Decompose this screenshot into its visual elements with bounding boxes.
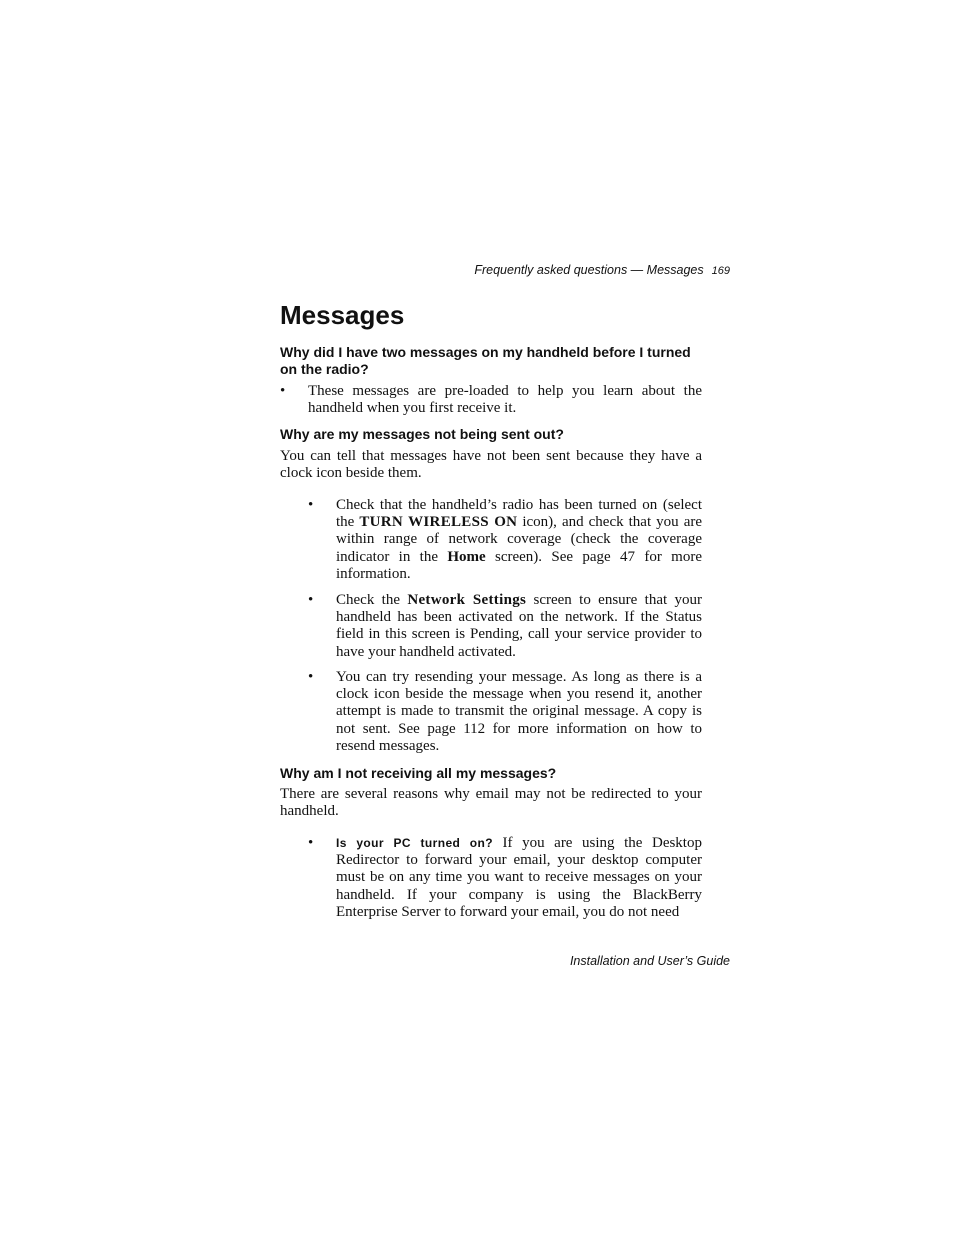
bullet-dot: • (308, 669, 314, 685)
page-title: Messages (280, 300, 405, 330)
bullet-text: These messages are pre-loaded to help you learn about the handheld when you first receive it. (308, 383, 702, 417)
intro-paragraph (280, 448, 702, 482)
bullet-item (280, 383, 702, 417)
paragraph-text: You can tell that messages have not been sent because they have a clock icon beside them. (280, 448, 702, 482)
home-screen-label: Home (447, 548, 486, 565)
bullet-item (308, 592, 702, 661)
question-heading: Why am I not receiving all my messages? (280, 765, 557, 781)
bullet-item (308, 835, 702, 921)
bullet-text: You can try resending your message. As long as there is a clock icon beside the message when you resend it, another attempt is made to transmit the original message. A copy is not sent. See page 112 for more information on how to resend messages. (336, 669, 702, 754)
page-footer: Installation and User’s Guide (569, 954, 730, 968)
network-settings-label: Network Settings (407, 592, 527, 608)
bullet-dot: • (308, 592, 314, 608)
bullet-item (308, 497, 702, 583)
bullet-text: Is your PC turned on? If you are using the Desktop Redirector to forward your email, your desktop computer must be on any time you want to receive messages on your handheld. If your company is using the BlackBerry Enterprise Server to forward your email, you do not need (336, 835, 702, 920)
faq-question-not-receiving (280, 765, 702, 782)
faq-question-not-sent (280, 426, 702, 443)
question-heading: Why are my messages not being sent out? (280, 426, 564, 442)
question-heading: Why did I have two messages on my handheld before I turned on the radio? (280, 344, 691, 377)
turn-wireless-on-label: TURN WIRELESS ON (359, 514, 518, 531)
bullet-text: Check that the handheld’s radio has been turned on (select the TURN WIRELESS ON icon), and check that you are within range of network coverage (check the coverage indicator in the Home screen). See page 47 for more information. (336, 497, 702, 582)
bullet-text: Check the Network Settings screen to ensure that your handheld has been activated on the network. If the Status field in this screen is Pending, call your service provider to have your handheld activated. (336, 592, 702, 660)
page-number: 169 (711, 265, 730, 277)
bullet-lead: Is your PC turned on? (336, 836, 493, 850)
faq-question-two-messages (280, 344, 702, 378)
bullet-dot: • (308, 497, 314, 513)
bullet-dot: • (280, 383, 286, 399)
running-title: Frequently asked questions — Messages (474, 263, 704, 277)
bullet-item (308, 669, 702, 755)
bullet-dot: • (308, 835, 314, 851)
intro-paragraph (280, 786, 702, 820)
running-header (280, 263, 730, 277)
paragraph-text: There are several reasons why email may not be redirected to your handheld. (280, 786, 702, 820)
